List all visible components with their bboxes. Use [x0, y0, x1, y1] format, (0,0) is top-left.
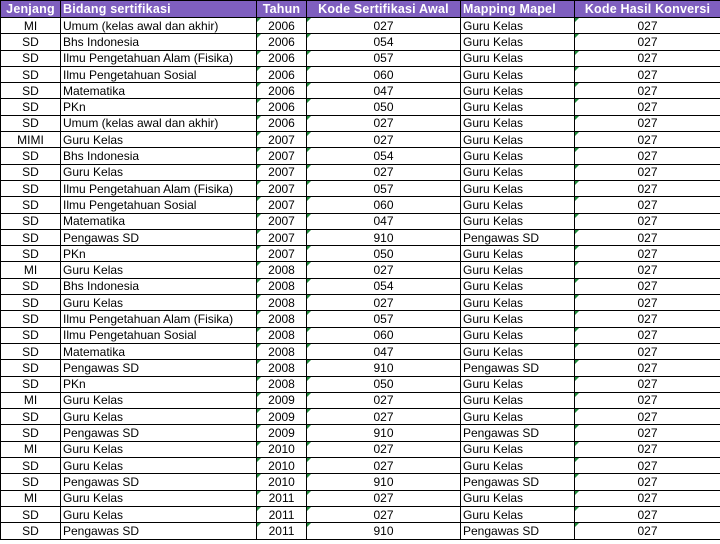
cell-bidang-sertifikasi[interactable]: Guru Kelas [61, 295, 257, 311]
cell-bidang-sertifikasi[interactable]: Ilmu Pengetahuan Alam (Fisika) [61, 50, 257, 66]
cell-tahun[interactable]: 2008 [257, 343, 307, 359]
cell-kode-sertifikasi-awal[interactable]: 027 [307, 295, 461, 311]
cell-mapping-mapel[interactable]: Guru Kelas [461, 50, 575, 66]
cell-kode-sertifikasi-awal[interactable]: 910 [307, 474, 461, 490]
cell-kode-sertifikasi-awal[interactable]: 050 [307, 246, 461, 262]
table-row [1, 490, 720, 506]
cell-bidang-sertifikasi[interactable]: Pengawas SD [61, 360, 257, 376]
table-row [1, 229, 720, 245]
cell-bidang-sertifikasi[interactable]: Matematika [61, 343, 257, 359]
cell-mapping-mapel[interactable]: Guru Kelas [461, 409, 575, 425]
table-row [1, 523, 720, 539]
cell-jenjang[interactable]: SD [1, 409, 61, 425]
cell-mapping-mapel[interactable]: Guru Kelas [461, 164, 575, 180]
cell-jenjang[interactable]: MI [1, 262, 61, 278]
cell-bidang-sertifikasi[interactable]: Guru Kelas [61, 409, 257, 425]
cell-bidang-sertifikasi[interactable]: PKn [61, 376, 257, 392]
cell-tahun[interactable]: 2008 [257, 278, 307, 294]
cell-kode-hasil-konversi[interactable]: 027 [575, 246, 720, 262]
cell-jenjang[interactable]: SD [1, 376, 61, 392]
table-row [1, 18, 720, 34]
cell-jenjang[interactable]: SD [1, 213, 61, 229]
cell-mapping-mapel[interactable]: Guru Kelas [461, 66, 575, 82]
cell-jenjang[interactable]: SD [1, 197, 61, 213]
cell-jenjang[interactable]: SD [1, 99, 61, 115]
table-row [1, 327, 720, 343]
cell-tahun[interactable]: 2011 [257, 506, 307, 522]
cell-kode-sertifikasi-awal[interactable]: 050 [307, 99, 461, 115]
table-row [1, 148, 720, 164]
cell-kode-sertifikasi-awal[interactable]: 027 [307, 441, 461, 457]
cell-tahun[interactable]: 2006 [257, 18, 307, 34]
cell-tahun[interactable]: 2007 [257, 148, 307, 164]
table-row [1, 409, 720, 425]
cell-jenjang[interactable]: SD [1, 115, 61, 131]
cell-kode-sertifikasi-awal[interactable]: 054 [307, 34, 461, 50]
cell-mapping-mapel[interactable]: Guru Kelas [461, 506, 575, 522]
cell-jenjang[interactable]: SD [1, 66, 61, 82]
cell-jenjang[interactable]: SD [1, 523, 61, 539]
cell-kode-hasil-konversi[interactable]: 027 [575, 360, 720, 376]
cell-kode-hasil-konversi[interactable]: 027 [575, 50, 720, 66]
cell-kode-sertifikasi-awal[interactable]: 027 [307, 506, 461, 522]
cell-mapping-mapel[interactable]: Guru Kelas [461, 197, 575, 213]
cell-tahun[interactable]: 2008 [257, 376, 307, 392]
cell-tahun[interactable]: 2010 [257, 458, 307, 474]
header-jenjang[interactable]: Jenjang [1, 1, 61, 18]
cell-mapping-mapel[interactable]: Guru Kelas [461, 278, 575, 294]
cell-jenjang[interactable]: SD [1, 311, 61, 327]
cell-jenjang[interactable]: MIMI [1, 132, 61, 148]
cell-kode-hasil-konversi[interactable]: 027 [575, 99, 720, 115]
cell-jenjang[interactable]: SD [1, 360, 61, 376]
cell-bidang-sertifikasi[interactable]: Pengawas SD [61, 523, 257, 539]
cell-jenjang[interactable]: SD [1, 164, 61, 180]
cell-kode-hasil-konversi[interactable]: 027 [575, 295, 720, 311]
cell-tahun[interactable]: 2006 [257, 34, 307, 50]
cell-kode-hasil-konversi[interactable]: 027 [575, 343, 720, 359]
cell-bidang-sertifikasi[interactable]: Matematika [61, 213, 257, 229]
table-row [1, 262, 720, 278]
cell-tahun[interactable]: 2008 [257, 262, 307, 278]
cell-bidang-sertifikasi[interactable]: Ilmu Pengetahuan Alam (Fisika) [61, 180, 257, 196]
cell-tahun[interactable]: 2008 [257, 327, 307, 343]
header-tahun[interactable]: Tahun [257, 1, 307, 18]
cell-mapping-mapel[interactable]: Guru Kelas [461, 311, 575, 327]
cell-kode-sertifikasi-awal[interactable]: 057 [307, 50, 461, 66]
cell-tahun[interactable]: 2009 [257, 409, 307, 425]
cell-bidang-sertifikasi[interactable]: Ilmu Pengetahuan Sosial [61, 327, 257, 343]
cell-kode-sertifikasi-awal[interactable]: 910 [307, 360, 461, 376]
cell-bidang-sertifikasi[interactable]: Pengawas SD [61, 229, 257, 245]
cell-jenjang[interactable]: SD [1, 506, 61, 522]
table-row [1, 376, 720, 392]
cell-kode-sertifikasi-awal[interactable]: 057 [307, 180, 461, 196]
cell-kode-hasil-konversi[interactable]: 027 [575, 474, 720, 490]
cell-bidang-sertifikasi[interactable]: Bhs Indonesia [61, 278, 257, 294]
cell-tahun[interactable]: 2009 [257, 392, 307, 408]
cell-kode-sertifikasi-awal[interactable]: 910 [307, 425, 461, 441]
cell-kode-sertifikasi-awal[interactable]: 027 [307, 262, 461, 278]
cell-bidang-sertifikasi[interactable]: Guru Kelas [61, 164, 257, 180]
table-row [1, 115, 720, 131]
table-row [1, 180, 720, 196]
cell-jenjang[interactable]: SD [1, 34, 61, 50]
cell-mapping-mapel[interactable]: Guru Kelas [461, 148, 575, 164]
cell-bidang-sertifikasi[interactable]: Guru Kelas [61, 441, 257, 457]
table-row [1, 360, 720, 376]
table-row [1, 164, 720, 180]
cell-mapping-mapel[interactable]: Guru Kelas [461, 343, 575, 359]
header-kode-sertifikasi-awal[interactable]: Kode Sertifikasi Awal [307, 1, 461, 18]
cell-bidang-sertifikasi[interactable]: Guru Kelas [61, 506, 257, 522]
cell-kode-sertifikasi-awal[interactable]: 027 [307, 409, 461, 425]
table-row [1, 311, 720, 327]
cell-kode-hasil-konversi[interactable]: 027 [575, 262, 720, 278]
cell-jenjang[interactable]: SD [1, 246, 61, 262]
cell-kode-sertifikasi-awal[interactable]: 060 [307, 197, 461, 213]
cell-bidang-sertifikasi[interactable]: Guru Kelas [61, 458, 257, 474]
cell-kode-sertifikasi-awal[interactable]: 060 [307, 327, 461, 343]
cell-mapping-mapel[interactable]: Guru Kelas [461, 458, 575, 474]
cell-kode-hasil-konversi[interactable]: 027 [575, 441, 720, 457]
cell-bidang-sertifikasi[interactable]: Matematika [61, 83, 257, 99]
cell-kode-hasil-konversi[interactable]: 027 [575, 278, 720, 294]
cell-jenjang[interactable]: SD [1, 343, 61, 359]
cell-jenjang[interactable]: MI [1, 441, 61, 457]
cell-kode-sertifikasi-awal[interactable]: 027 [307, 115, 461, 131]
cell-kode-hasil-konversi[interactable]: 027 [575, 34, 720, 50]
cell-kode-sertifikasi-awal[interactable]: 054 [307, 148, 461, 164]
cell-mapping-mapel[interactable]: Pengawas SD [461, 360, 575, 376]
cell-jenjang[interactable]: SD [1, 278, 61, 294]
table-row [1, 392, 720, 408]
cell-kode-hasil-konversi[interactable]: 027 [575, 115, 720, 131]
cell-kode-hasil-konversi[interactable]: 027 [575, 376, 720, 392]
cell-mapping-mapel[interactable]: Guru Kelas [461, 441, 575, 457]
header-bidang-sertifikasi[interactable]: Bidang sertifikasi [61, 1, 257, 18]
cell-mapping-mapel[interactable]: Pengawas SD [461, 425, 575, 441]
cell-kode-hasil-konversi[interactable]: 027 [575, 132, 720, 148]
cell-bidang-sertifikasi[interactable]: Guru Kelas [61, 490, 257, 506]
header-row [1, 1, 720, 18]
header-kode-hasil-konversi[interactable]: Kode Hasil Konversi [575, 1, 720, 18]
cell-bidang-sertifikasi[interactable]: Guru Kelas [61, 392, 257, 408]
cell-bidang-sertifikasi[interactable]: Umum (kelas awal dan akhir) [61, 115, 257, 131]
cell-mapping-mapel[interactable]: Pengawas SD [461, 474, 575, 490]
cell-bidang-sertifikasi[interactable]: Pengawas SD [61, 474, 257, 490]
cell-kode-sertifikasi-awal[interactable]: 050 [307, 376, 461, 392]
cell-bidang-sertifikasi[interactable]: PKn [61, 246, 257, 262]
cell-mapping-mapel[interactable]: Guru Kelas [461, 115, 575, 131]
cell-mapping-mapel[interactable]: Guru Kelas [461, 132, 575, 148]
cell-tahun[interactable]: 2009 [257, 425, 307, 441]
cell-kode-hasil-konversi[interactable]: 027 [575, 490, 720, 506]
cell-kode-sertifikasi-awal[interactable]: 027 [307, 132, 461, 148]
cell-mapping-mapel[interactable]: Guru Kelas [461, 392, 575, 408]
cell-tahun[interactable]: 2008 [257, 360, 307, 376]
table-row [1, 441, 720, 457]
table-row [1, 295, 720, 311]
cell-tahun[interactable]: 2007 [257, 229, 307, 245]
cell-kode-hasil-konversi[interactable]: 027 [575, 148, 720, 164]
table-row [1, 425, 720, 441]
table-row [1, 83, 720, 99]
table-row [1, 66, 720, 82]
table-row [1, 197, 720, 213]
cell-mapping-mapel[interactable]: Guru Kelas [461, 246, 575, 262]
cell-jenjang[interactable]: MI [1, 490, 61, 506]
cell-kode-hasil-konversi[interactable]: 027 [575, 409, 720, 425]
cell-bidang-sertifikasi[interactable]: PKn [61, 99, 257, 115]
cell-mapping-mapel[interactable]: Guru Kelas [461, 295, 575, 311]
cell-kode-hasil-konversi[interactable]: 027 [575, 164, 720, 180]
cell-tahun[interactable]: 2008 [257, 311, 307, 327]
cell-kode-sertifikasi-awal[interactable]: 027 [307, 458, 461, 474]
cell-jenjang[interactable]: MI [1, 392, 61, 408]
cell-mapping-mapel[interactable]: Guru Kelas [461, 490, 575, 506]
cell-tahun[interactable]: 2010 [257, 441, 307, 457]
cell-mapping-mapel[interactable]: Guru Kelas [461, 213, 575, 229]
cell-kode-hasil-konversi[interactable]: 027 [575, 180, 720, 196]
cell-kode-hasil-konversi[interactable]: 027 [575, 311, 720, 327]
cell-mapping-mapel[interactable]: Guru Kelas [461, 18, 575, 34]
table-row [1, 50, 720, 66]
table-row [1, 278, 720, 294]
cell-kode-hasil-konversi[interactable]: 027 [575, 392, 720, 408]
table-row [1, 474, 720, 490]
cell-jenjang[interactable]: SD [1, 474, 61, 490]
cell-mapping-mapel[interactable]: Guru Kelas [461, 83, 575, 99]
cell-kode-hasil-konversi[interactable]: 027 [575, 523, 720, 539]
cell-mapping-mapel[interactable]: Pengawas SD [461, 229, 575, 245]
cell-kode-hasil-konversi[interactable]: 027 [575, 506, 720, 522]
cell-tahun[interactable]: 2006 [257, 50, 307, 66]
cell-jenjang[interactable]: SD [1, 458, 61, 474]
cell-kode-sertifikasi-awal[interactable]: 060 [307, 66, 461, 82]
cell-bidang-sertifikasi[interactable]: Ilmu Pengetahuan Sosial [61, 197, 257, 213]
table-row [1, 132, 720, 148]
cell-kode-sertifikasi-awal[interactable]: 910 [307, 229, 461, 245]
cell-bidang-sertifikasi[interactable]: Ilmu Pengetahuan Sosial [61, 66, 257, 82]
cell-kode-sertifikasi-awal[interactable]: 027 [307, 392, 461, 408]
cell-jenjang[interactable]: MI [1, 18, 61, 34]
cell-tahun[interactable]: 2007 [257, 180, 307, 196]
cell-jenjang[interactable]: SD [1, 295, 61, 311]
table-row [1, 99, 720, 115]
cell-kode-hasil-konversi[interactable]: 027 [575, 197, 720, 213]
cell-bidang-sertifikasi[interactable]: Pengawas SD [61, 425, 257, 441]
cell-kode-hasil-konversi[interactable]: 027 [575, 66, 720, 82]
cell-kode-sertifikasi-awal[interactable]: 047 [307, 83, 461, 99]
cell-kode-sertifikasi-awal[interactable]: 910 [307, 523, 461, 539]
cell-tahun[interactable]: 2011 [257, 490, 307, 506]
cell-tahun[interactable]: 2007 [257, 132, 307, 148]
cell-mapping-mapel[interactable]: Guru Kelas [461, 180, 575, 196]
cell-bidang-sertifikasi[interactable]: Guru Kelas [61, 132, 257, 148]
header-mapping-mapel[interactable]: Mapping Mapel [461, 1, 575, 18]
cell-tahun[interactable]: 2006 [257, 83, 307, 99]
cell-tahun[interactable]: 2007 [257, 246, 307, 262]
cell-kode-hasil-konversi[interactable]: 027 [575, 213, 720, 229]
table-row [1, 343, 720, 359]
cell-tahun[interactable]: 2007 [257, 197, 307, 213]
cell-tahun[interactable]: 2006 [257, 66, 307, 82]
cell-mapping-mapel[interactable]: Pengawas SD [461, 523, 575, 539]
cell-kode-hasil-konversi[interactable]: 027 [575, 327, 720, 343]
cell-jenjang[interactable]: SD [1, 180, 61, 196]
cell-bidang-sertifikasi[interactable]: Ilmu Pengetahuan Alam (Fisika) [61, 311, 257, 327]
cell-tahun[interactable]: 2007 [257, 213, 307, 229]
cell-jenjang[interactable]: SD [1, 50, 61, 66]
cell-kode-sertifikasi-awal[interactable]: 057 [307, 311, 461, 327]
cell-tahun[interactable]: 2006 [257, 99, 307, 115]
cell-kode-hasil-konversi[interactable]: 027 [575, 425, 720, 441]
cell-tahun[interactable]: 2010 [257, 474, 307, 490]
cell-kode-hasil-konversi[interactable]: 027 [575, 458, 720, 474]
cell-mapping-mapel[interactable]: Guru Kelas [461, 262, 575, 278]
cell-kode-sertifikasi-awal[interactable]: 047 [307, 343, 461, 359]
cell-kode-hasil-konversi[interactable]: 027 [575, 83, 720, 99]
cell-tahun[interactable]: 2008 [257, 295, 307, 311]
cell-mapping-mapel[interactable]: Guru Kelas [461, 376, 575, 392]
cell-tahun[interactable]: 2011 [257, 523, 307, 539]
cell-kode-sertifikasi-awal[interactable]: 027 [307, 164, 461, 180]
cell-kode-sertifikasi-awal[interactable]: 054 [307, 278, 461, 294]
cell-jenjang[interactable]: SD [1, 229, 61, 245]
table-row [1, 246, 720, 262]
cell-kode-sertifikasi-awal[interactable]: 047 [307, 213, 461, 229]
cell-bidang-sertifikasi[interactable]: Bhs Indonesia [61, 34, 257, 50]
table-row [1, 458, 720, 474]
cell-bidang-sertifikasi[interactable]: Guru Kelas [61, 262, 257, 278]
cell-kode-hasil-konversi[interactable]: 027 [575, 18, 720, 34]
cell-tahun[interactable]: 2007 [257, 164, 307, 180]
cell-kode-sertifikasi-awal[interactable]: 027 [307, 18, 461, 34]
cell-tahun[interactable]: 2006 [257, 115, 307, 131]
cell-mapping-mapel[interactable]: Guru Kelas [461, 34, 575, 50]
table-row [1, 34, 720, 50]
cell-bidang-sertifikasi[interactable]: Bhs Indonesia [61, 148, 257, 164]
cell-kode-sertifikasi-awal[interactable]: 027 [307, 490, 461, 506]
cell-jenjang[interactable]: SD [1, 327, 61, 343]
cell-mapping-mapel[interactable]: Guru Kelas [461, 327, 575, 343]
cell-jenjang[interactable]: SD [1, 83, 61, 99]
cell-jenjang[interactable]: SD [1, 148, 61, 164]
cell-kode-hasil-konversi[interactable]: 027 [575, 229, 720, 245]
cell-bidang-sertifikasi[interactable]: Umum (kelas awal dan akhir) [61, 18, 257, 34]
table-row [1, 213, 720, 229]
cell-mapping-mapel[interactable]: Guru Kelas [461, 99, 575, 115]
cell-jenjang[interactable]: SD [1, 425, 61, 441]
table-row [1, 506, 720, 522]
